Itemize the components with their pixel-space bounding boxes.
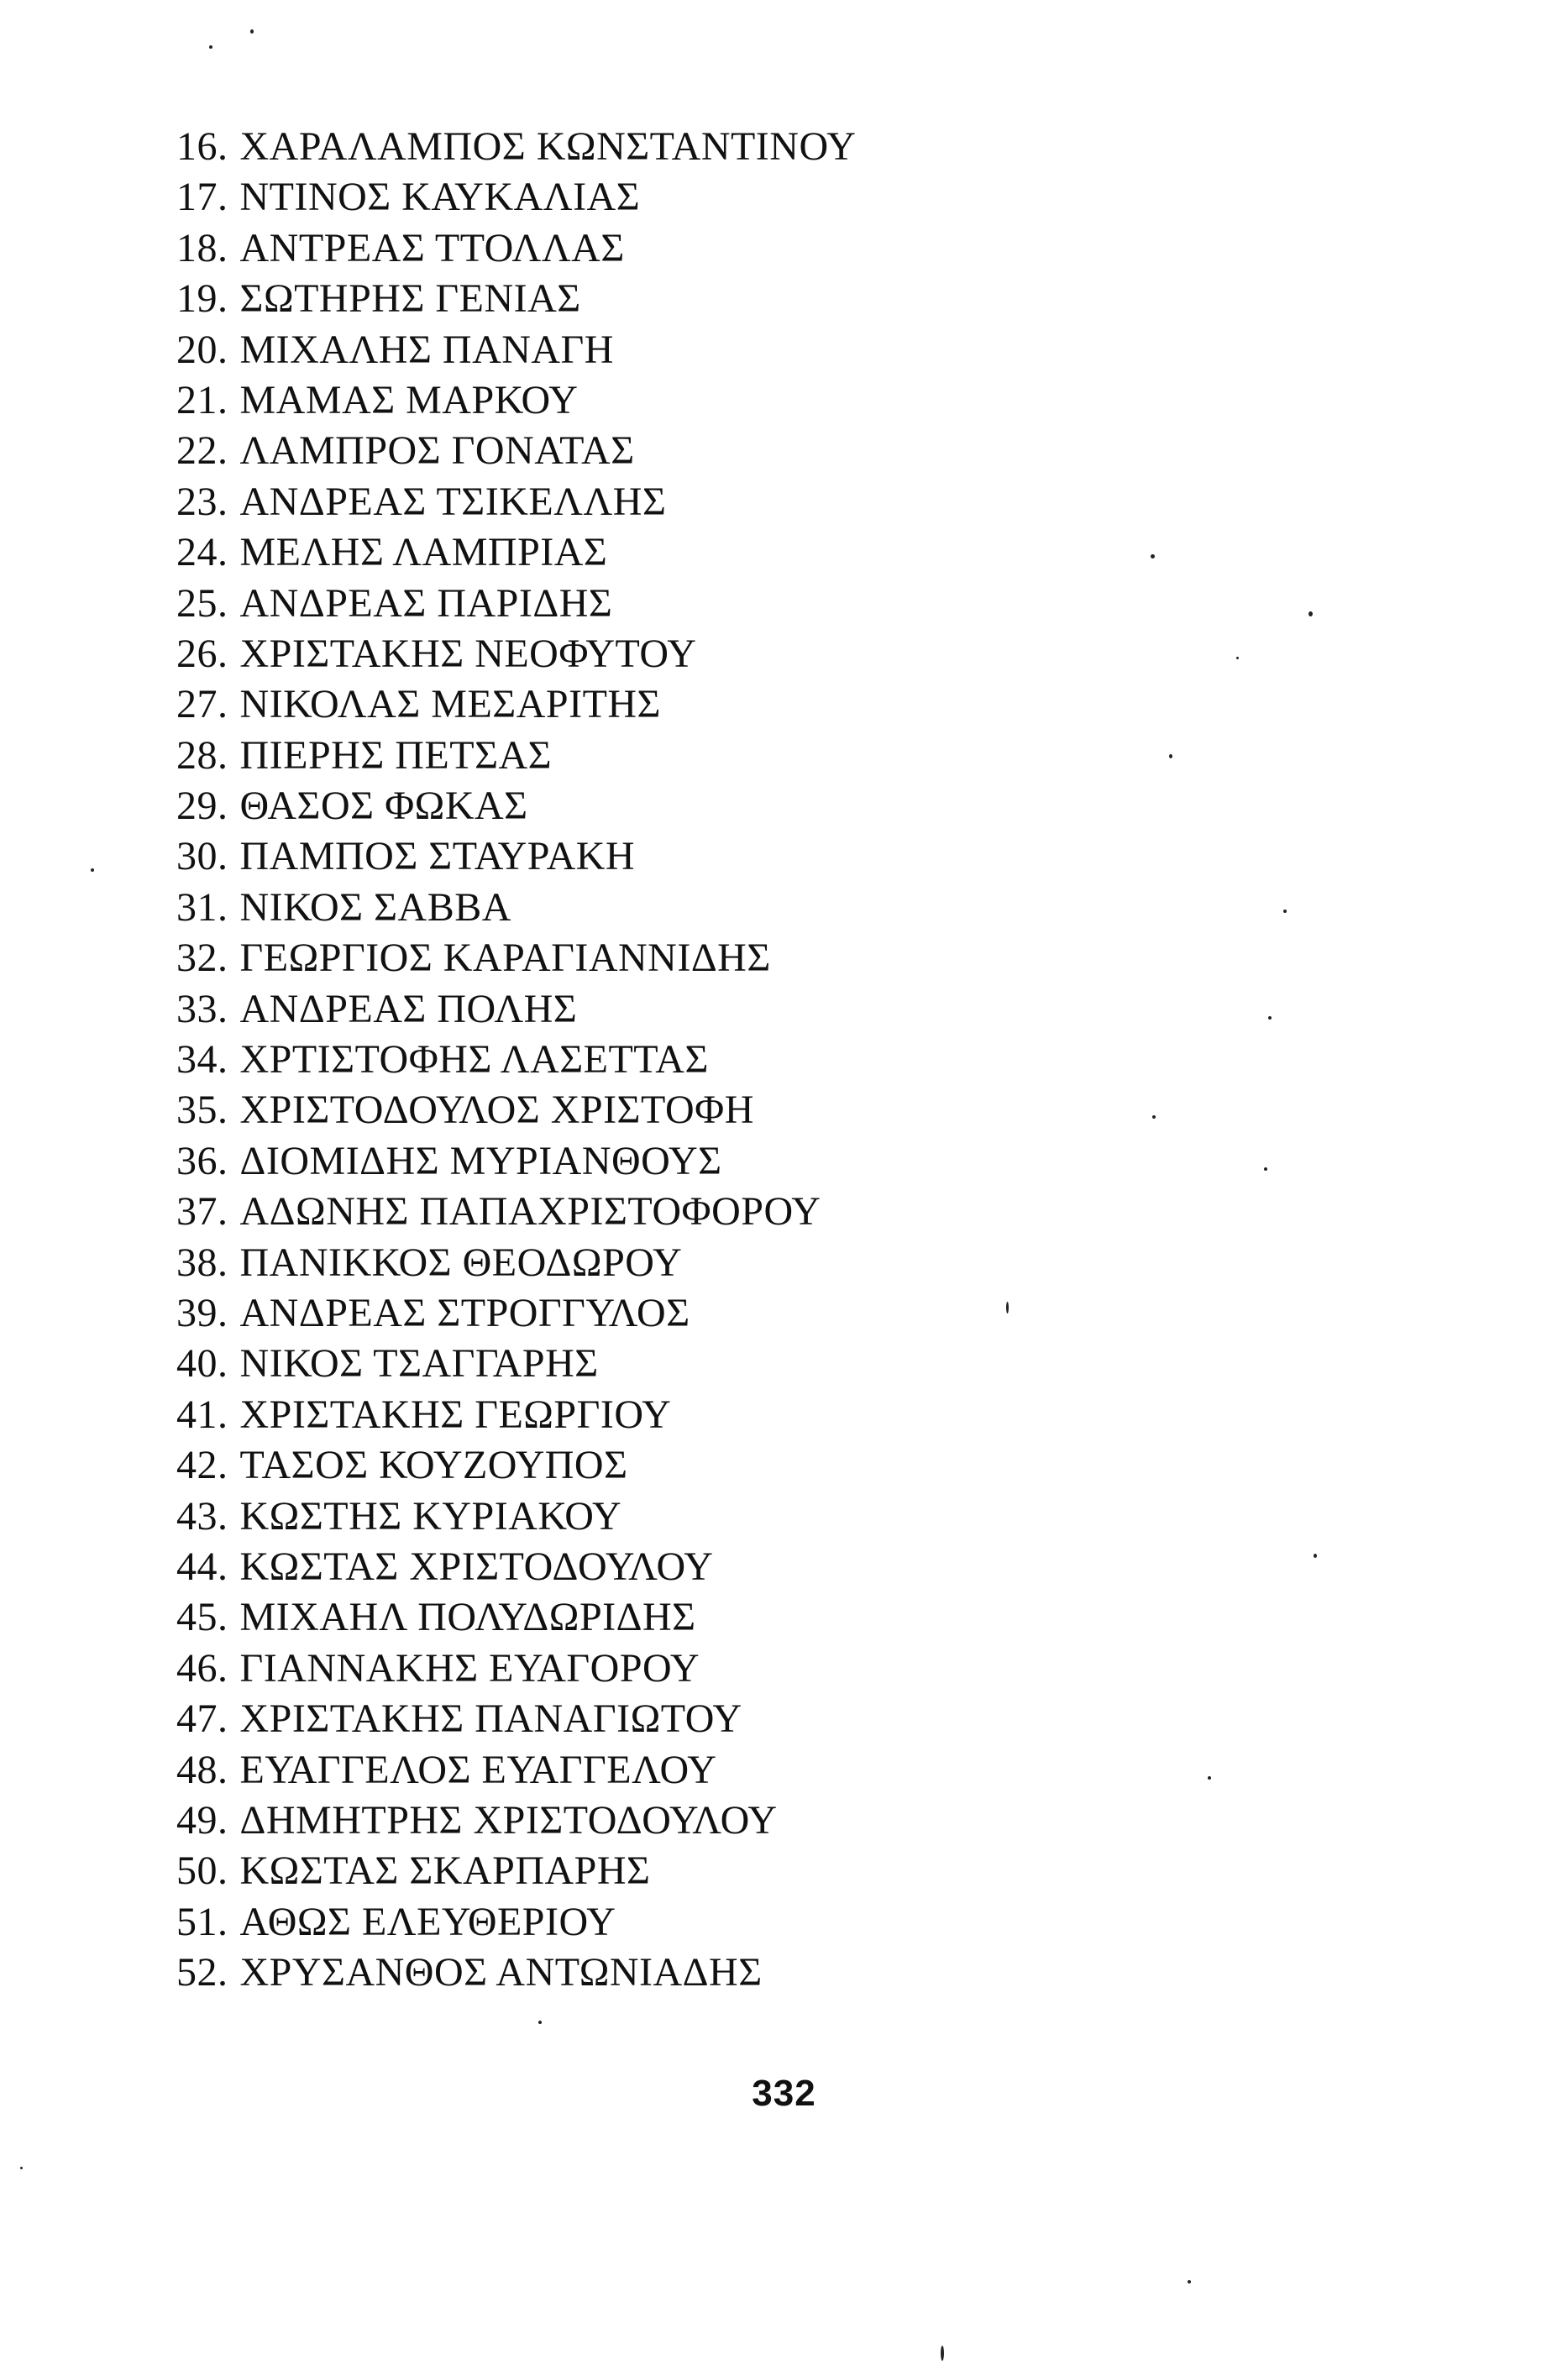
list-item: [176, 1745, 856, 1796]
item-number: 17.: [176, 175, 228, 220]
item-name: ΝΙΚΟΛΑΣ ΜΕΣΑΡΙΤΗΣ: [239, 682, 661, 727]
item-name: ΑΝΤΡΕΑΣ ΤΤΟΛΛΑΣ: [239, 225, 625, 270]
scan-speck: [20, 2167, 23, 2169]
list-item: [176, 1035, 856, 1085]
item-number: 47.: [176, 1696, 228, 1742]
scan-speck: [1006, 1302, 1009, 1313]
item-name: ΜΕΛΗΣ ΛΑΜΠΡΙΑΣ: [239, 530, 608, 575]
item-name: ΝΙΚΟΣ ΤΣΑΓΓΑΡΗΣ: [239, 1341, 599, 1387]
list-item: [176, 831, 856, 882]
scan-speck: [1169, 754, 1172, 758]
list-item: [176, 579, 856, 629]
item-number: 18.: [176, 225, 228, 270]
item-number: 44.: [176, 1544, 228, 1589]
item-number: 45.: [176, 1595, 228, 1640]
item-number: 25.: [176, 580, 228, 626]
item-number: 23.: [176, 479, 228, 524]
item-name: ΧΡΙΣΤΑΚΗΣ ΠΑΝΑΓΙΩΤΟΥ: [239, 1696, 742, 1742]
item-name: ΠΙΕΡΗΣ ΠΕΤΣΑΣ: [239, 732, 553, 778]
item-name: ΑΝΔΡΕΑΣ ΠΑΡΙΔΗΣ: [239, 580, 613, 626]
item-name: ΚΩΣΤΑΣ ΣΚΑΡΠΑΡΗΣ: [239, 1848, 651, 1894]
scan-speck: [91, 868, 94, 872]
list-item: [176, 984, 856, 1035]
item-number: 28.: [176, 732, 228, 778]
list-item: [176, 629, 856, 679]
item-number: 16.: [176, 124, 228, 169]
item-number: 33.: [176, 986, 228, 1031]
item-name: ΛΑΜΠΡΟΣ ΓΟΝΑΤΑΣ: [239, 428, 635, 474]
scan-speck: [1151, 554, 1155, 558]
list-item: [176, 375, 856, 426]
list-item: [176, 731, 856, 781]
list-item: [176, 1694, 856, 1744]
item-number: 34.: [176, 1037, 228, 1083]
item-name: ΑΔΩΝΗΣ ΠΑΠΑΧΡΙΣΤΟΦΟΡΟΥ: [239, 1189, 821, 1235]
item-number: 40.: [176, 1341, 228, 1387]
item-name: ΧΑΡΑΛΑΜΠΟΣ ΚΩΝΣΤΑΝΤΙΝΟΥ: [239, 124, 857, 169]
item-name: ΠΑΝΙΚΚΟΣ ΘΕΟΔΩΡΟΥ: [239, 1240, 683, 1285]
item-name: ΑΝΔΡΕΑΣ ΠΟΛΗΣ: [239, 986, 578, 1031]
item-number: 39.: [176, 1290, 228, 1335]
item-name: ΧΡΙΣΤΑΚΗΣ ΝΕΟΦΥΤΟΥ: [239, 631, 697, 676]
item-name: ΑΘΩΣ ΕΛΕΥΘΕΡΙΟΥ: [239, 1899, 616, 1944]
item-name: ΔΙΟΜΙΔΗΣ ΜΥΡΙΑΝΘΟΥΣ: [239, 1138, 722, 1183]
scan-speck: [1268, 1016, 1272, 1020]
item-name: ΜΑΜΑΣ ΜΑΡΚΟΥ: [239, 377, 579, 422]
list-item: [176, 1288, 856, 1339]
item-number: 19.: [176, 276, 228, 322]
list-item: [176, 1948, 856, 1998]
scan-speck: [1264, 1167, 1267, 1171]
item-number: 38.: [176, 1240, 228, 1285]
item-number: 50.: [176, 1848, 228, 1894]
scan-speck: [209, 45, 212, 49]
item-number: 48.: [176, 1747, 228, 1792]
item-name: ΜΙΧΑΛΗΣ ΠΑΝΑΓΗ: [239, 327, 614, 372]
item-name: ΕΥΑΓΓΕΛΟΣ ΕΥΑΓΓΕΛΟΥ: [239, 1747, 717, 1792]
list-item: [176, 1846, 856, 1896]
scan-speck: [941, 2346, 944, 2361]
item-name: ΑΝΔΡΕΑΣ ΤΣΙΚΕΛΛΗΣ: [239, 479, 667, 524]
list-item: [176, 1542, 856, 1592]
list-item: [176, 325, 856, 375]
item-name: ΠΑΜΠΟΣ ΣΤΑΥΡΑΚΗ: [239, 834, 636, 879]
list-item: [176, 1644, 856, 1694]
scan-speck: [1152, 1115, 1156, 1119]
item-number: 41.: [176, 1392, 228, 1437]
item-name: ΚΩΣΤΑΣ ΧΡΙΣΤΟΔΟΥΛΟΥ: [239, 1544, 714, 1589]
list-item: [176, 122, 856, 172]
item-number: 49.: [176, 1797, 228, 1843]
name-list: [176, 122, 856, 1998]
scan-speck: [1308, 611, 1313, 616]
scan-speck: [250, 29, 254, 34]
list-item: [176, 426, 856, 476]
item-number: 27.: [176, 682, 228, 727]
item-name: ΓΕΩΡΓΙΟΣ ΚΑΡΑΓΙΑΝΝΙΔΗΣ: [239, 936, 771, 981]
scan-speck: [1236, 657, 1239, 659]
page-number: 332: [752, 2073, 816, 2114]
list-item: [176, 1897, 856, 1948]
item-number: 21.: [176, 377, 228, 422]
item-name: ΧΡΙΣΤΑΚΗΣ ΓΕΩΡΓΙΟΥ: [239, 1392, 672, 1437]
list-item: [176, 1796, 856, 1846]
item-number: 26.: [176, 631, 228, 676]
item-number: 36.: [176, 1138, 228, 1183]
list-item: [176, 274, 856, 324]
item-number: 52.: [176, 1950, 228, 1995]
item-number: 22.: [176, 428, 228, 474]
item-name: ΝΤΙΝΟΣ ΚΑΥΚΑΛΙΑΣ: [239, 175, 641, 220]
list-item: [176, 527, 856, 578]
item-number: 51.: [176, 1899, 228, 1944]
list-item: [176, 1592, 856, 1643]
list-item: [176, 883, 856, 933]
item-number: 37.: [176, 1189, 228, 1235]
list-item: [176, 477, 856, 527]
list-item: [176, 172, 856, 223]
item-name: ΣΩΤΗΡΗΣ ΓΕΝΙΑΣ: [239, 276, 581, 322]
scan-speck: [1188, 2280, 1191, 2283]
item-number: 35.: [176, 1088, 228, 1133]
list-item: [176, 1339, 856, 1389]
list-item: [176, 1085, 856, 1135]
item-name: ΚΩΣΤΗΣ ΚΥΡΙΑΚΟΥ: [239, 1493, 622, 1539]
scan-speck: [1283, 910, 1287, 913]
item-number: 20.: [176, 327, 228, 372]
item-name: ΧΡΤΙΣΤΟΦΗΣ ΛΑΣΕΤΤΑΣ: [239, 1037, 709, 1083]
item-name: ΘΑΣΟΣ ΦΩΚΑΣ: [239, 784, 528, 829]
item-number: 30.: [176, 834, 228, 879]
scan-speck: [538, 2021, 542, 2024]
item-name: ΧΡΥΣΑΝΘΟΣ ΑΝΤΩΝΙΑΔΗΣ: [239, 1950, 763, 1995]
list-item: [176, 1492, 856, 1542]
item-number: 31.: [176, 884, 228, 930]
list-item: [176, 1238, 856, 1288]
list-item: [176, 1390, 856, 1440]
list-item: [176, 933, 856, 983]
item-name: ΔΗΜΗΤΡΗΣ ΧΡΙΣΤΟΔΟΥΛΟΥ: [239, 1797, 778, 1843]
item-name: ΜΙΧΑΗΛ ΠΟΛΥΔΩΡΙΔΗΣ: [239, 1595, 696, 1640]
list-item: [176, 679, 856, 730]
item-name: ΝΙΚΟΣ ΣΑΒΒΑ: [239, 884, 511, 930]
item-name: ΓΙΑΝΝΑΚΗΣ ΕΥΑΓΟΡΟΥ: [239, 1645, 700, 1691]
list-item: [176, 781, 856, 831]
item-number: 24.: [176, 530, 228, 575]
item-number: 42.: [176, 1443, 228, 1488]
item-number: 46.: [176, 1645, 228, 1691]
item-number: 29.: [176, 784, 228, 829]
list-item: [176, 223, 856, 274]
item-number: 32.: [176, 936, 228, 981]
scan-speck: [1314, 1554, 1317, 1558]
scan-speck: [1208, 1776, 1211, 1780]
item-name: ΑΝΔΡΕΑΣ ΣΤΡΟΓΓΥΛΟΣ: [239, 1290, 690, 1335]
item-name: ΤΑΣΟΣ ΚΟΥΖΟΥΠΟΣ: [239, 1443, 628, 1488]
item-name: ΧΡΙΣΤΟΔΟΥΛΟΣ ΧΡΙΣΤΟΦΗ: [239, 1088, 754, 1133]
list-item: [176, 1187, 856, 1237]
list-item: [176, 1136, 856, 1187]
list-item: [176, 1440, 856, 1491]
item-number: 43.: [176, 1493, 228, 1539]
